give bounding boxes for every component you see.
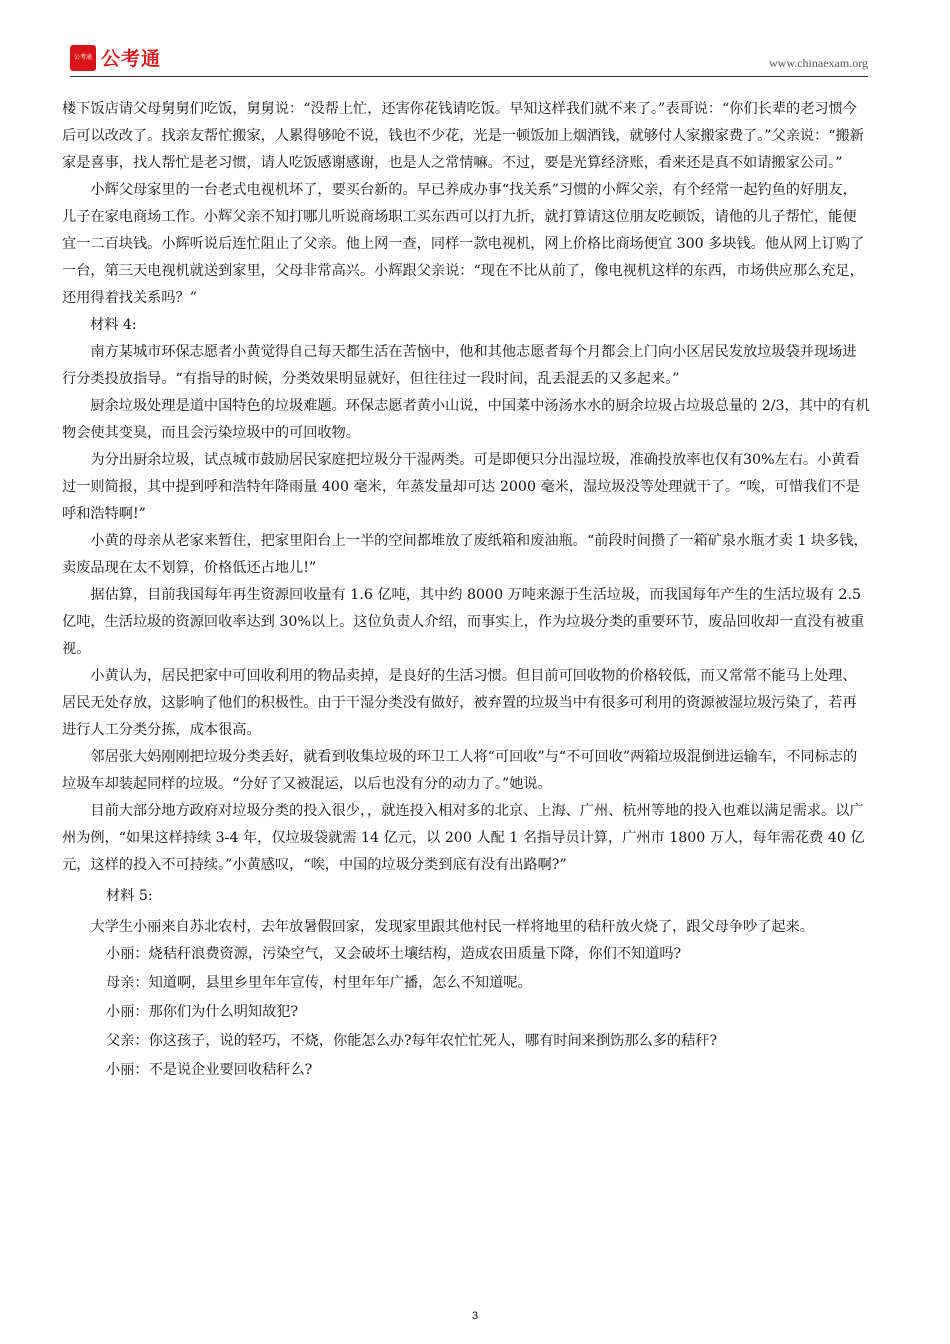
site-url[interactable]: www.chinaexam.org — [769, 56, 868, 70]
page-number: 3 — [471, 1310, 479, 1322]
dialog-line: 母亲：知道啊，县里乡里年年宣传，村里年年广播，怎么不知道呢。 — [106, 975, 532, 991]
material-5-heading: 材料 5: — [106, 888, 153, 904]
paragraph-neighbor: 邻居张大妈刚刚把垃圾分类丢好，就看到收集垃圾的环卫工人将“可回收”与“不可回收”两箱垃圾混倒进运输车，不同标志的垃圾车却装起同样的垃圾。“分好了又被混运，以后也没有分的动力了。”她说。 — [62, 749, 858, 792]
paragraph-mother: 小黄的母亲从老家来暂住，把家里阳台上一半的空间都堆放了废纸箱和废油瓶。“前段时间攒了一箱矿泉水瓶才卖 1 块多钱，卖废品现在太不划算，价格低还占地儿!” — [62, 533, 868, 576]
page-header — [70, 40, 868, 77]
paragraph-straw: 大学生小丽来自苏北农村，去年放暑假回家，发现家里跟其他村民一样将地里的秸秆放火烧了，跟父母争吵了起来。 — [90, 919, 814, 935]
dialog-line: 小丽：烧秸秆浪费资源，污染空气，又会破坏土壤结构，造成农田质量下降，你们不知道吗? — [106, 946, 682, 962]
paragraph-wet-dry: 为分出厨余垃圾，试点城市鼓励居民家庭把垃圾分干湿两类。可是即便只分出湿垃圾，准确投放率也仅有30%左右。小黄看过一则简报，其中提到呼和浩特年降雨量 400 毫米，年蒸发量却可达 2000 毫米，湿垃圾没等处理就干了。“唉，可惜我们不是呼和浩特啊!” — [62, 452, 860, 522]
dialog-line: 父亲：你这孩子，说的轻巧，不烧，你能怎么办?每年农忙忙死人，哪有时间来捯饬那么多的秸秆? — [106, 1033, 718, 1049]
logo-text: 公考通 — [101, 48, 162, 70]
dialog-line: 小丽：不是说企业要回收秸秆么? — [106, 1062, 313, 1078]
paragraph-habits: 小黄认为，居民把家中可回收利用的物品卖掉，是良好的生活习惯。但目前可回收物的价格较低，而又常常不能马上处理、居民无处存放，这影响了他们的积极性。由于干湿分类没有做好，被弃置的垃圾当中有很多可利用的资源被湿垃圾污染了，若再进行人工分类分拣，成本很高。 — [62, 668, 857, 738]
document-body — [62, 96, 870, 1086]
logo[interactable] — [70, 44, 161, 71]
logo-badge: 公考通 — [70, 45, 96, 71]
paragraph-recycling-stats: 据估算，目前我国每年再生资源回收量有 1.6 亿吨，其中约 8000 万吨来源于生活垃圾，而我国每年产生的生活垃圾有 2.5 亿吨，生活垃圾的资源回收率达到 30%以上。这位负责人介绍，而事实上，作为垃圾分类的重要环节，废品回收却一直没有被重视。 — [62, 587, 865, 657]
dialog — [62, 941, 870, 1084]
paragraph-kitchen-waste: 厨余垃圾处理是道中国特色的垃圾难题。环保志愿者黄小山说，中国菜中汤汤水水的厨余垃圾占垃圾总量的 2/3，其中的有机物会使其变臭，而且会污染垃圾中的可回收物。 — [62, 398, 870, 441]
paragraph-banquet: 楼下饭店请父母舅舅们吃饭，舅舅说：“没帮上忙，还害你花钱请吃饭。早知这样我们就不来了。”表哥说：“你们长辈的老习惯今后可以改改了。找亲友帮忙搬家，人累得够呛不说，钱也不少花，光是一顿饭加上烟酒钱，就够付人家搬家费了。”父亲说：“搬新家是喜事，找人帮忙是老习惯，请人吃饭感谢感谢，也是人之常情嘛。不过，要是光算经济账，看来还是真不如请搬家公司。” — [62, 101, 864, 171]
paragraph-volunteer: 南方某城市环保志愿者小黄觉得自己每天都生活在苦恼中，他和其他志愿者每个月都会上门向小区居民发放垃圾袋并现场进行分类投放指导。“有指导的时候，分类效果明显就好，但往往过一段时间，乱丢混丢的又多起来。” — [62, 344, 857, 387]
dialog-line: 小丽：那你们为什么明知故犯? — [106, 1004, 299, 1020]
material-4-heading: 材料 4: — [90, 317, 137, 333]
paragraph-government: 目前大部分地方政府对垃圾分类的投入很少，，就连投入相对多的北京、上海、广州、杭州等地的投入也难以满足需求。以广州为例，“如果这样持续 3-4 年，仅垃圾袋就需 14 亿元，以 200 人配 1 名指导员计算，广州市 1800 万人，每年需花费 40 亿元，这样的投入不可持续。”小黄感叹，“唉，中国的垃圾分类到底有没有出路啊?” — [62, 803, 865, 873]
paragraph-tv: 小辉父母家里的一台老式电视机坏了，要买台新的。早已养成办事“找关系”习惯的小辉父亲，有个经常一起钓鱼的好朋友，儿子在家电商场工作。小辉父亲不知打哪儿听说商场职工买东西可以打九折，就打算请这位朋友吃顿饭，请他的儿子帮忙，能便宜一二百块钱。小辉听说后连忙阻止了父亲。他上网一查，同样一款电视机，网上价格比商场便宜 300 多块钱。他从网上订购了一台，第三天电视机就送到家里，父母非常高兴。小辉跟父亲说：“现在不比从前了，像电视机这样的东西，市场供应那么充足，还用得着找关系吗？” — [62, 182, 865, 306]
